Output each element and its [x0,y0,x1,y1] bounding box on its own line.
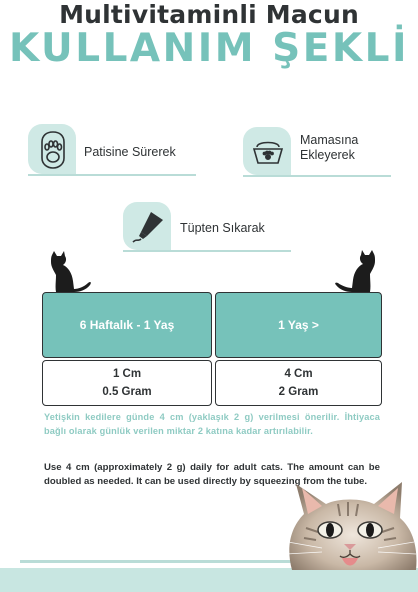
method-bowl-label-line2: Ekleyerek [300,148,355,162]
dosage-header-adult: 1 Yaş > [215,292,382,358]
dosage-header-kitten: 6 Haftalık - 1 Yaş [42,292,212,358]
method-bowl-label [300,133,358,163]
tube-icon [129,208,167,246]
bottom-band [0,568,418,592]
instructions-english: Use 4 cm (approximately 2 g) daily for adult cats. The amount can be doubled as needed. It can be used directly by squeezing from the tube. [44,462,380,487]
method-paw [28,124,198,180]
cat-silhouette-right-icon [334,250,382,293]
dosage-adult-length: 4 Cm [284,368,313,380]
food-bowl-icon [251,137,285,167]
dosage-kitten-weight: 0.5 Gram [102,386,152,398]
method-bowl-label-line1: Mamasına [300,133,359,147]
method-tube [123,202,293,258]
method-paw-label: Patisine Sürerek [84,145,176,159]
method-bowl [243,127,393,183]
page-title: KULLANIM ŞEKLİ [9,26,409,71]
product-subtitle: Multivitaminli Macun [59,0,359,29]
instructions-turkish: Yetişkin kedilere günde 4 cm (yaklaşık 2 g) verilmesi önerilir. İhtiyaca bağlı olarak günlük verilen miktar 2 katına kadar artırılabilir. [44,412,380,436]
method-tube-label: Tüpten Sıkarak [180,221,265,235]
cat-silhouette-left-icon [44,251,94,293]
dosage-adult-weight: 2 Gram [278,386,319,398]
tabby-cat-illustration [282,478,418,570]
dosage-kitten-length: 1 Cm [112,368,142,380]
paw-icon [36,128,70,170]
dosage-cell-adult [215,360,382,406]
dosage-cell-kitten [42,360,212,406]
